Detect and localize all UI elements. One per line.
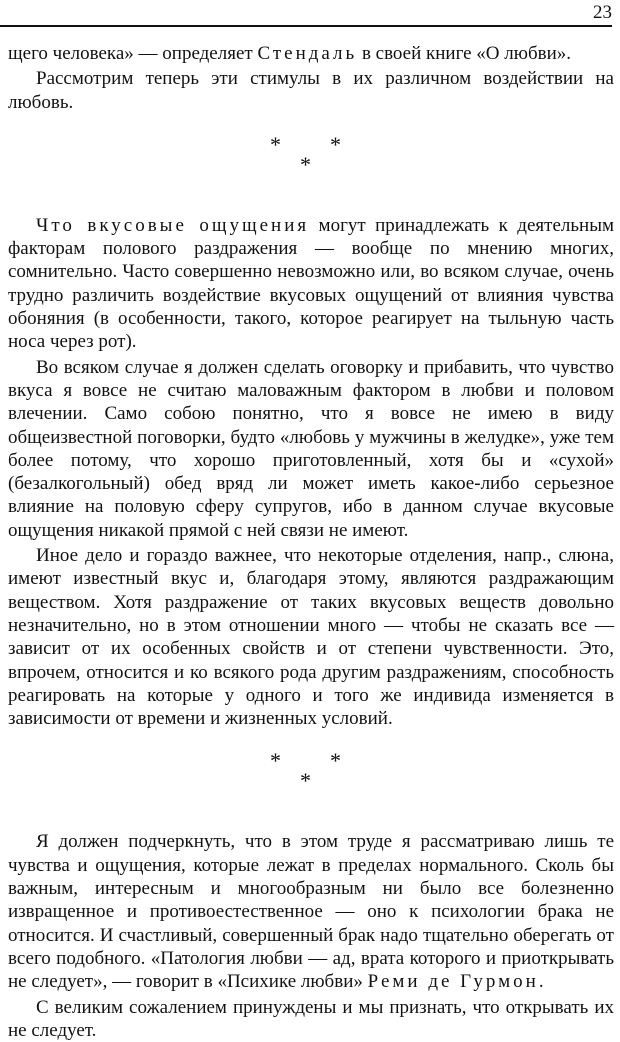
- asterisk: *: [300, 770, 311, 792]
- paragraph-continued: [8, 42, 614, 65]
- emphasized-text: Что вкусовые ощущения: [36, 215, 309, 236]
- asterisk: *: [300, 154, 311, 176]
- author-name: Стендаль: [257, 43, 357, 64]
- paragraph-text: в своей книге «О любви».: [357, 43, 571, 64]
- paragraph: [8, 830, 614, 993]
- page-text: [8, 42, 614, 1042]
- section-separator: [8, 134, 614, 192]
- paragraph: [8, 214, 614, 354]
- paragraph-text: могут принадлежать к деятельным факторам полового раздражения — вообще по мнению многих, сомнительно. Часто совершенно невозможно или, во всяком случае, очень трудно различить воздействие вкусовых ощущений от влияния чувства обоняния (в особенности, такого, которое реагирует на тыльную часть носа через рот).: [8, 215, 614, 352]
- paragraph-text: щего человека» — определяет: [8, 43, 257, 64]
- header-rule: [0, 25, 612, 27]
- asterisk: *: [330, 134, 341, 156]
- paragraph: Во всяком случае я должен сделать оговорку и прибавить, что чувство вкуса я вовсе не считаю маловажным фактором в любви и половом влечении. Само собою понятно, что я вовсе не имею в виду общеизвестной поговорки, будто «любовь у мужчины в желудке», уже тем более потому, что хорошо приготовленный, хотя бы и «сухой» (безалкогольный) обед вряд ли может иметь какое-либо серьезное влияние на половую сферу супругов, ибо в данном случае вкусовые ощущения никакой прямой с ней связи не имеют.: [8, 356, 614, 542]
- author-name: Реми де Гурмон: [368, 971, 539, 992]
- asterisk: *: [270, 134, 281, 156]
- asterisk: *: [270, 750, 281, 772]
- paragraph: С великим сожалением принуждены и мы признать, что открывать их не следует.: [8, 996, 614, 1042]
- paragraph: Рассмотрим теперь эти стимулы в их различном воздействии на любовь.: [8, 67, 614, 114]
- section-separator: [8, 750, 614, 808]
- paragraph-text: Я должен подчеркнуть, что в этом труде я рассматриваю лишь те чувства и ощущения, которые лежат в пределах нормального. Сколь бы важным, интересным и многообразным ни было все болезненно извращенное и противоестественное — оно к психологии брака не относится. И счастливый, совершенный брак надо тщательно оберегать от всего подобного. «Патология любви — ад, врата которого и приоткрывать не следует», — говорит в «Психике любви»: [8, 831, 614, 992]
- asterisk: *: [330, 750, 341, 772]
- paragraph: Иное дело и гораздо важнее, что некоторые отделения, напр., слюна, имеют известный вкус и, благодаря этому, являются раздражающим веществом. Хотя раздражение от таких вкусовых веществ довольно незначительно, но в этом отношении много — чтобы не сказать все — зависит от их особенных свойств и от степени чувственности. Это, впрочем, относится и ко всякого рода другим раздражениям, способность реагировать на которые у одного и того же индивида изменяется в зависимости от времени и жизненных условий.: [8, 544, 614, 730]
- paragraph-text: .: [539, 971, 544, 992]
- page-number: 23: [593, 2, 612, 24]
